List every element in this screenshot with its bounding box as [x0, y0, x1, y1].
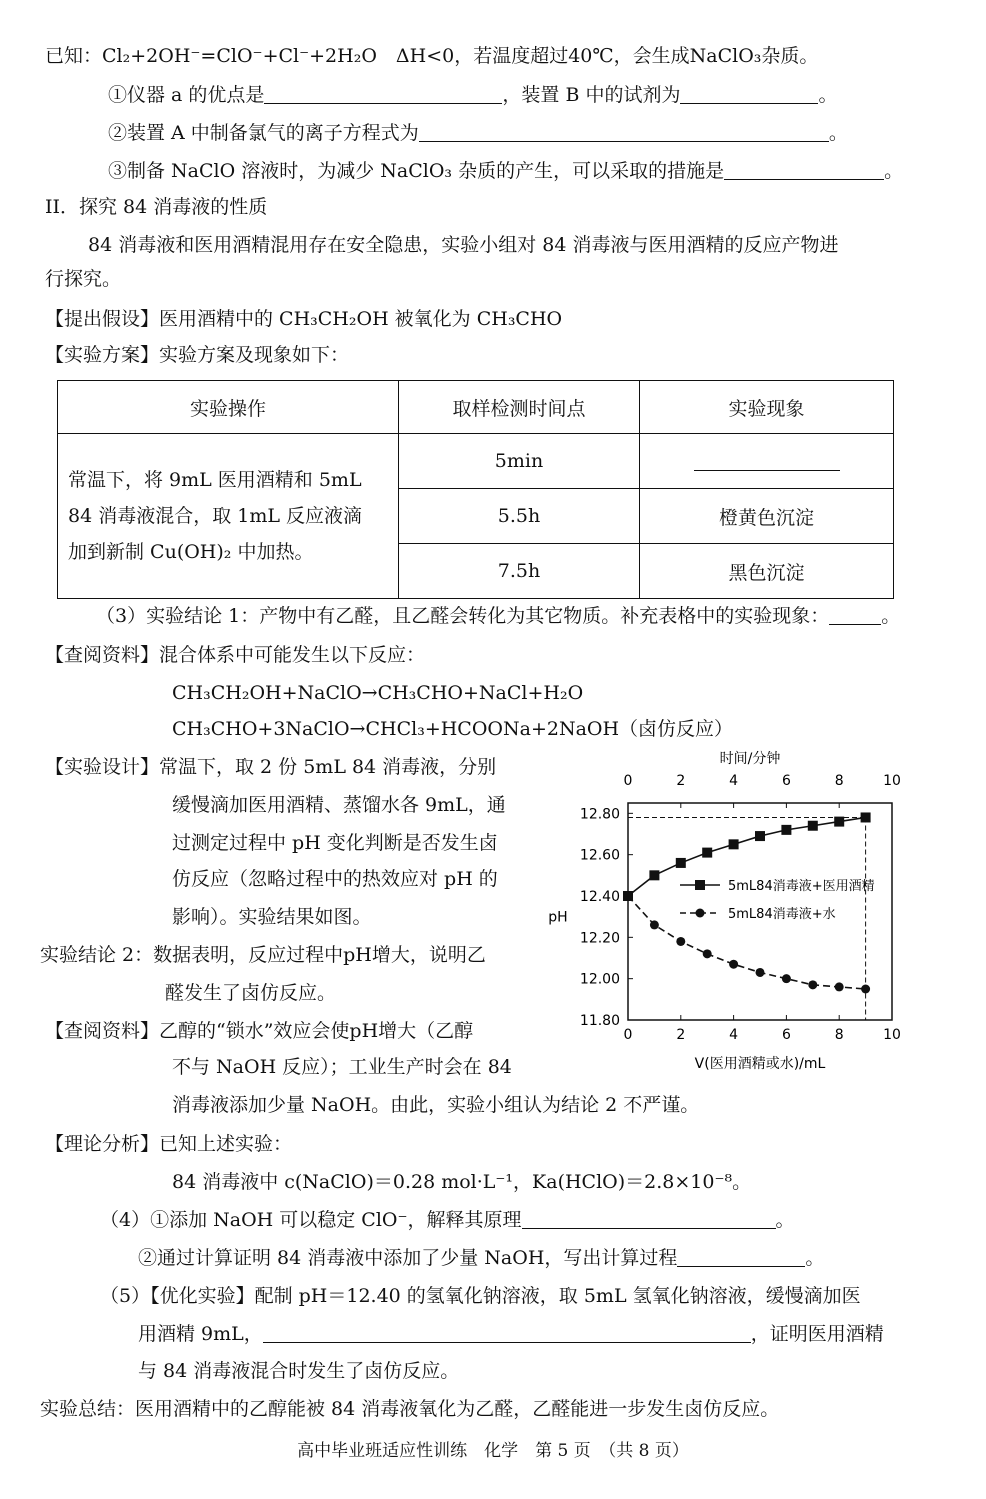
time-cell: 5min — [399, 434, 640, 489]
x-tick-label: 8 — [834, 1027, 844, 1043]
question-1a — [108, 82, 837, 108]
q4b-text: ②通过计算证明 84 消毒液中添加了少量 NaOH，写出计算过程 — [138, 1247, 678, 1269]
data-point-water — [650, 920, 659, 929]
punct: 。 — [828, 122, 848, 144]
x-tick-label: 4 — [729, 1027, 739, 1043]
top-tick-label: 4 — [729, 773, 739, 789]
punct: 。 — [884, 160, 904, 182]
q1a-mid: ，装置 B 中的试剂为 — [502, 84, 681, 106]
data-point-alcohol — [861, 812, 871, 822]
operation-line: 加到新制 Cu(OH)₂ 中加热。 — [68, 541, 314, 563]
q5-text-end: ，证明医用酒精 — [750, 1323, 884, 1345]
q2-text: ②装置 A 中制备氯气的离子方程式为 — [108, 122, 419, 144]
question-5-line-1: （5）【优化实验】配制 pH＝12.40 的氢氧化钠溶液，取 5mL 氢氧化钠溶液，缓慢滴加医 — [100, 1285, 861, 1307]
y-axis-label: pH — [548, 909, 568, 926]
y-tick-label: 12.00 — [579, 971, 620, 988]
operation-line: 常温下，将 9mL 医用酒精和 5mL — [68, 469, 362, 491]
question-4b — [138, 1245, 824, 1271]
data-point-water — [756, 968, 765, 977]
q5-text: 用酒精 9mL， — [138, 1323, 263, 1345]
top-tick-label: 2 — [676, 773, 686, 789]
q1a-text: ①仪器 a 的优点是 — [108, 84, 265, 106]
design-line: 仿反应（忽略过程中的热效应对 pH 的 — [172, 868, 498, 890]
lookup-2-line-3: 消毒液添加少量 NaOH。由此，实验小组认为结论 2 不严谨。 — [172, 1094, 700, 1116]
punct: 。 — [818, 84, 838, 106]
data-point-water — [808, 980, 817, 989]
legend-label-alcohol: 5mL84消毒液+医用酒精 — [728, 879, 875, 894]
phenomenon-cell — [640, 434, 894, 489]
conclusion-1 — [96, 603, 900, 629]
q4a-text: （4）①添加 NaOH 可以稳定 ClO⁻，解释其原理 — [100, 1209, 522, 1231]
question-4a — [100, 1207, 795, 1233]
design-line: 缓慢滴加医用酒精、蒸馏水各 9mL，通 — [172, 794, 506, 816]
operation-cell — [58, 434, 399, 599]
conclusion-2-line-2: 醛发生了卤仿反应。 — [165, 982, 337, 1004]
question-5-line-2 — [138, 1321, 884, 1347]
q3-text: ③制备 NaClO 溶液时，为减少 NaClO₃ 杂质的产生，可以采取的措施是 — [108, 160, 725, 182]
question-5-line-3: 与 84 消毒液混合时发生了卤仿反应。 — [138, 1360, 460, 1382]
y-tick-label: 12.60 — [579, 847, 620, 864]
punct: 。 — [805, 1247, 825, 1269]
intro-line-2: 行探究。 — [45, 268, 122, 290]
answer-blank[interactable] — [677, 1246, 805, 1267]
answer-blank[interactable] — [264, 83, 502, 104]
x-tick-label: 10 — [883, 1027, 901, 1043]
punct: 。 — [881, 605, 901, 627]
data-point-water — [835, 982, 844, 991]
lookup-2-line-1: 【查阅资料】乙醇的“锁水”效应会使pH增大（乙醇 — [45, 1020, 474, 1042]
table-row — [58, 434, 894, 489]
data-point-water — [676, 937, 685, 946]
section-heading: II．探究 84 消毒液的性质 — [45, 196, 268, 218]
data-point-water — [703, 949, 712, 958]
answer-blank[interactable] — [694, 450, 840, 471]
ph-chart — [540, 745, 920, 1080]
legend-marker-alcohol — [695, 880, 705, 890]
time-cell: 7.5h — [399, 544, 640, 599]
answer-blank[interactable] — [680, 83, 818, 104]
data-point-alcohol — [808, 821, 818, 831]
data-point-water — [782, 974, 791, 983]
top-tick-label: 10 — [883, 773, 901, 789]
answer-blank[interactable] — [522, 1208, 776, 1229]
col-header-operation: 实验操作 — [58, 381, 399, 434]
phenomenon-cell: 橙黄色沉淀 — [640, 489, 894, 544]
x-tick-label: 0 — [623, 1027, 633, 1043]
top-tick-label: 6 — [781, 773, 791, 789]
y-tick-label: 11.80 — [579, 1013, 620, 1029]
design-line: 影响）。实验结果如图。 — [172, 906, 372, 928]
y-tick-label: 12.40 — [579, 889, 620, 905]
x-axis-label: V(医用酒精或水)/mL — [694, 1056, 826, 1072]
summary: 实验总结：医用酒精中的乙醇能被 84 消毒液氧化为乙醛，乙醛能进一步发生卤仿反应。 — [40, 1398, 780, 1420]
page-footer: 高中毕业班适应性训练 化学 第 5 页 （共 8 页） — [297, 1441, 689, 1461]
scheme: 【实验方案】实验方案及现象如下： — [45, 344, 350, 366]
equation-2: CH₃CHO+3NaClO→CHCl₃+HCOONa+2NaOH（卤仿反应） — [172, 718, 734, 740]
col-header-time: 取样检测时间点 — [399, 381, 640, 434]
conclusion-1-text: （3）实验结论 1：产物中有乙醛，且乙醛会转化为其它物质。补充表格中的实验现象： — [96, 605, 830, 627]
table-header-row — [58, 381, 894, 434]
answer-blank[interactable] — [419, 121, 829, 142]
intro-line-1: 84 消毒液和医用酒精混用存在安全隐患，实验小组对 84 消毒液与医用酒精的反应产物进 — [88, 234, 839, 256]
y-tick-label: 12.80 — [579, 806, 620, 823]
equation-1: CH₃CH₂OH+NaClO→CH₃CHO+NaCl+H₂O — [172, 682, 584, 704]
lookup-2-line-2: 不与 NaOH 反应）；工业生产时会在 84 — [172, 1056, 512, 1078]
data-point-water — [624, 892, 633, 901]
data-point-alcohol — [702, 848, 712, 858]
known-prefix: 已知： — [45, 45, 103, 67]
answer-blank[interactable] — [829, 604, 881, 625]
data-point-alcohol — [834, 817, 844, 827]
legend-marker-water — [696, 909, 705, 918]
lookup-1-title: 【查阅资料】混合体系中可能发生以下反应： — [45, 644, 426, 666]
data-point-alcohol — [649, 870, 659, 880]
known-equation: Cl₂+2OH⁻=ClO⁻+Cl⁻+2H₂O ΔH<0，若温度超过40℃，会生成NaClO₃杂质。 — [102, 45, 819, 67]
top-tick-label: 0 — [623, 773, 633, 789]
x-tick-label: 2 — [676, 1027, 686, 1043]
top-tick-label: 8 — [834, 773, 844, 789]
data-point-alcohol — [781, 825, 791, 835]
legend-label-water: 5mL84消毒液+水 — [728, 907, 836, 922]
y-tick-label: 12.20 — [579, 930, 620, 947]
conclusion-2-line-1: 实验结论 2：数据表明，反应过程中pH增大，说明乙 — [40, 944, 486, 966]
known-line — [45, 43, 818, 69]
design-line: 过测定过程中 pH 变化判断是否发生卤 — [172, 832, 498, 854]
answer-blank[interactable] — [263, 1322, 751, 1343]
col-header-phenomenon: 实验现象 — [640, 381, 894, 434]
question-3 — [108, 158, 903, 184]
data-point-alcohol — [729, 839, 739, 849]
hypothesis: 【提出假设】医用酒精中的 CH₃CH₂OH 被氧化为 CH₃CHO — [45, 308, 563, 330]
experiment-table — [57, 380, 894, 599]
question-2 — [108, 120, 848, 146]
theory-title: 【理论分析】已知上述实验： — [45, 1133, 293, 1155]
data-point-alcohol — [755, 831, 765, 841]
top-axis-label: 时间/分钟 — [719, 751, 781, 767]
theory-data: 84 消毒液中 c(NaClO)＝0.28 mol·L⁻¹，Ka(HClO)＝2.8×10⁻⁸。 — [172, 1171, 752, 1193]
time-cell: 5.5h — [399, 489, 640, 544]
punct: 。 — [775, 1209, 795, 1231]
operation-line: 84 消毒液混合，取 1mL 反应液滴 — [68, 505, 363, 527]
data-point-alcohol — [676, 858, 686, 868]
x-tick-label: 6 — [781, 1027, 791, 1043]
answer-blank[interactable] — [724, 159, 884, 180]
data-point-water — [729, 960, 738, 969]
design-line: 【实验设计】常温下，取 2 份 5mL 84 消毒液，分别 — [45, 756, 497, 778]
data-point-water — [861, 985, 870, 994]
phenomenon-cell: 黑色沉淀 — [640, 544, 894, 599]
